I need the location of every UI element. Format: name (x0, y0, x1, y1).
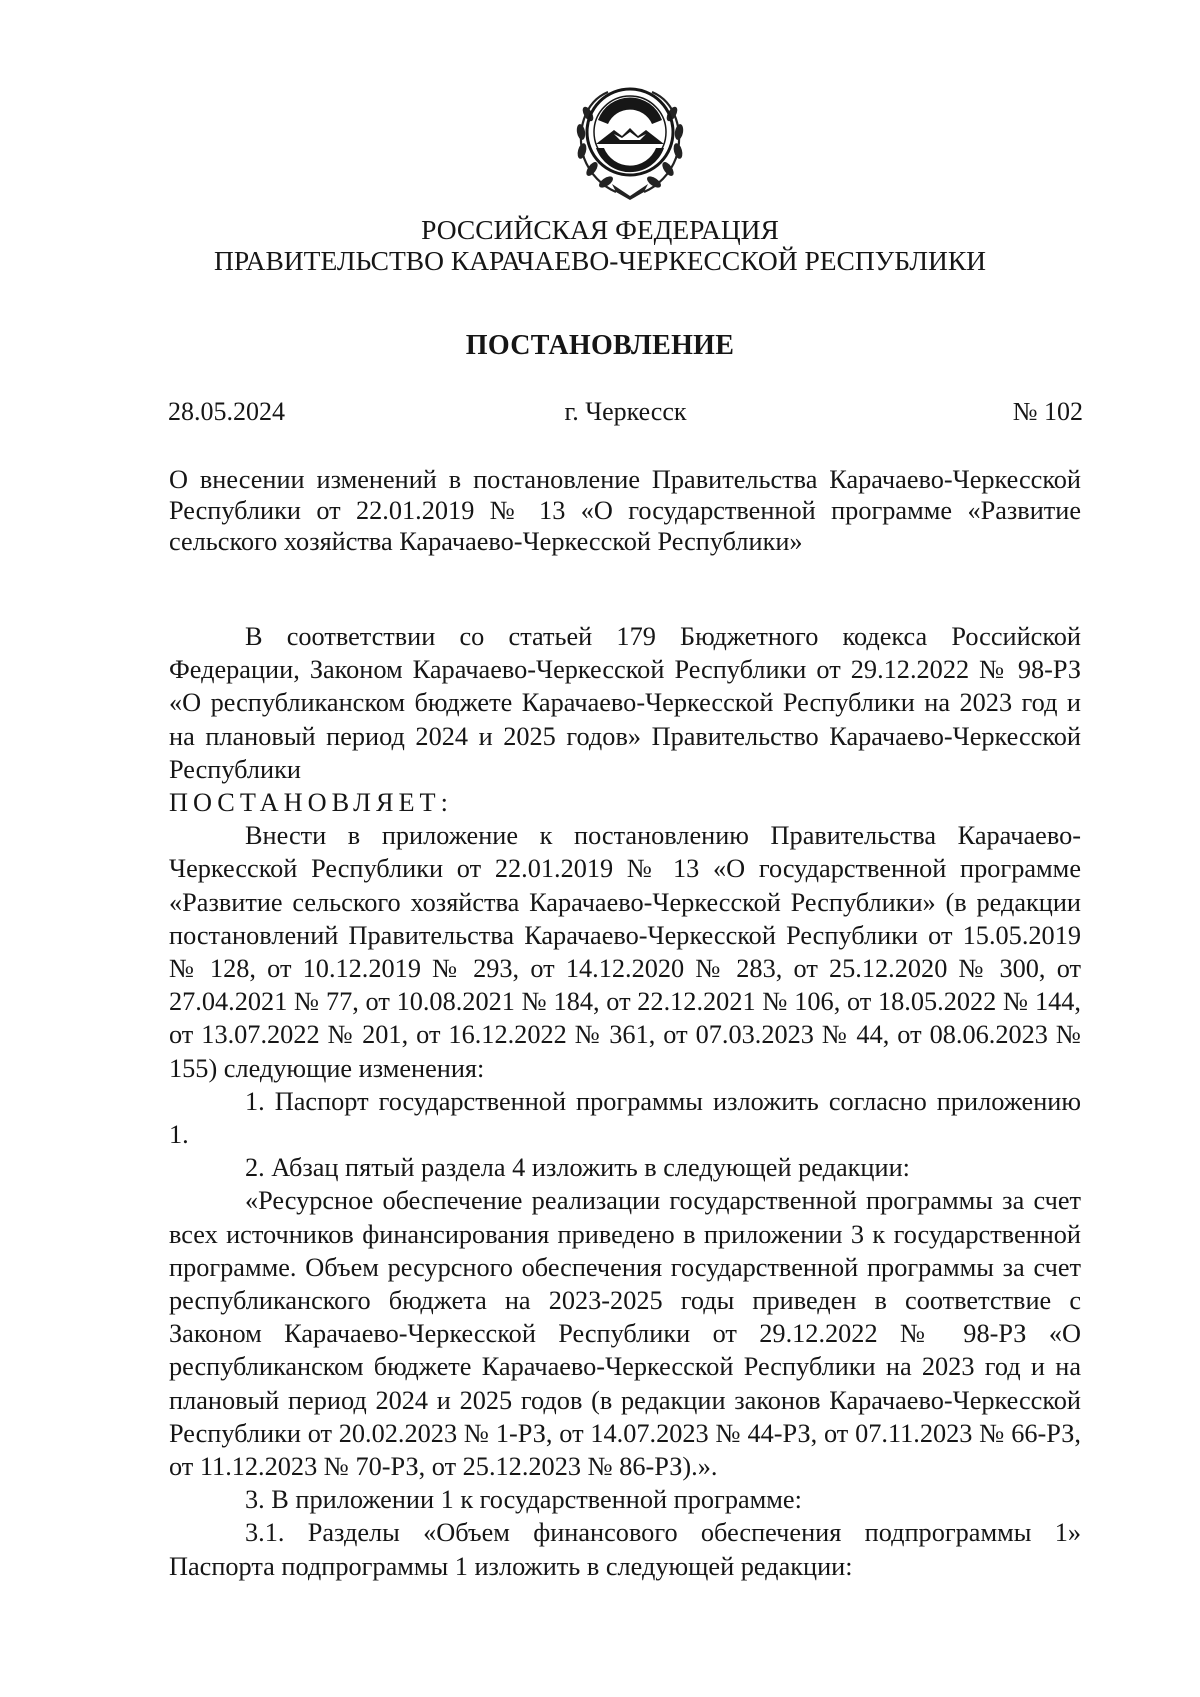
government-heading: ПРАВИТЕЛЬСТВО КАРАЧАЕВО-ЧЕРКЕССКОЙ РЕСПУБЛИКИ (213, 245, 987, 276)
intro-paragraph: Внести в приложение к постановлению Правительства Карачаево-Черкесской Республики от 22.01.2019 № 13 «О государственной программе «Развитие сельского хозяйства Карачаево-Черкесской Республики» (в редакции постановлений Правительства Карачаево-Черкесской Республики от 15.05.2019 № 128, от 10.12.2019 № 293, от 14.12.2020 № 283, от 25.12.2020 № 300, от 27.04.2021 № 77, от 10.08.2021 № 184, от 22.12.2021 № 106, от 18.05.2022 № 144, от 13.07.2022 № 201, от 16.12.2022 № 361, от 07.03.2023 № 44, от 08.06.2023 № 155) следующие изменения: (169, 821, 1081, 1083)
document-date: 28.05.2024 (168, 397, 285, 426)
republic-coat-of-arms-emblem (568, 74, 692, 202)
item-3-1-paragraph: 3.1. Разделы «Объем финансового обеспечения подпрограммы 1» Паспорта подпрограммы 1 изложить в следующей редакции: (169, 1518, 1081, 1581)
document-city: г. Черкесск (564, 397, 687, 426)
document-type-title: ПОСТАНОВЛЕНИЕ (465, 330, 735, 361)
country-heading: РОССИЙСКАЯ ФЕДЕРАЦИЯ (421, 214, 779, 245)
item-1-paragraph: 1. Паспорт государственной программы изложить согласно приложению 1. (169, 1086, 1081, 1150)
item-3-paragraph: 3. В приложении 1 к государственной программе: (245, 1485, 802, 1515)
document-body (169, 620, 1081, 1583)
document-meta-line (168, 396, 1083, 430)
quoted-paragraph: «Ресурсное обеспечение реализации государственной программы за счет всех источников финансирования приведено в приложении 3 к государственной программе. Объем ресурсного обеспечения государственной программы за счет республиканского бюджета на 2023-2025 годы приведен в соответствие с Законом Карачаево-Черкесской Республики от 29.12.2022 № 98-РЗ «О республиканском бюджете Карачаево-Черкесской Республики на 2023 год и на плановый период 2024 и 2025 годов (в редакции законов Карачаево-Черкесской Республики от 20.02.2023 № 1-РЗ, от 14.07.2023 № 44-РЗ, от 07.11.2023 № 66-РЗ, от 11.12.2023 № 70-РЗ, от 25.12.2023 № 86-РЗ).». (169, 1186, 1081, 1482)
document-subject: О внесении изменений в постановление Правительства Карачаево-Черкесской Республики от 22.01.2019 № 13 «О государственной программе «Развитие сельского хозяйства Карачаево-Черкесской Республики» (169, 465, 1081, 556)
preamble-paragraph: В соответствии со статьей 179 Бюджетного кодекса Российской Федерации, Законом Карачаево-Черкесской Республики от 29.12.2022 № 98-РЗ «О республиканском бюджете Карачаево-Черкесской Республики на 2023 год и на плановый период 2024 и 2025 годов» Правительство Карачаево-Черкесской Республики (169, 622, 1081, 784)
document-number: № 102 (1012, 397, 1083, 426)
decree-word: ПОСТАНОВЛЯЕТ: (169, 788, 453, 818)
item-2-paragraph: 2. Абзац пятый раздела 4 изложить в следующей редакции: (245, 1153, 910, 1183)
